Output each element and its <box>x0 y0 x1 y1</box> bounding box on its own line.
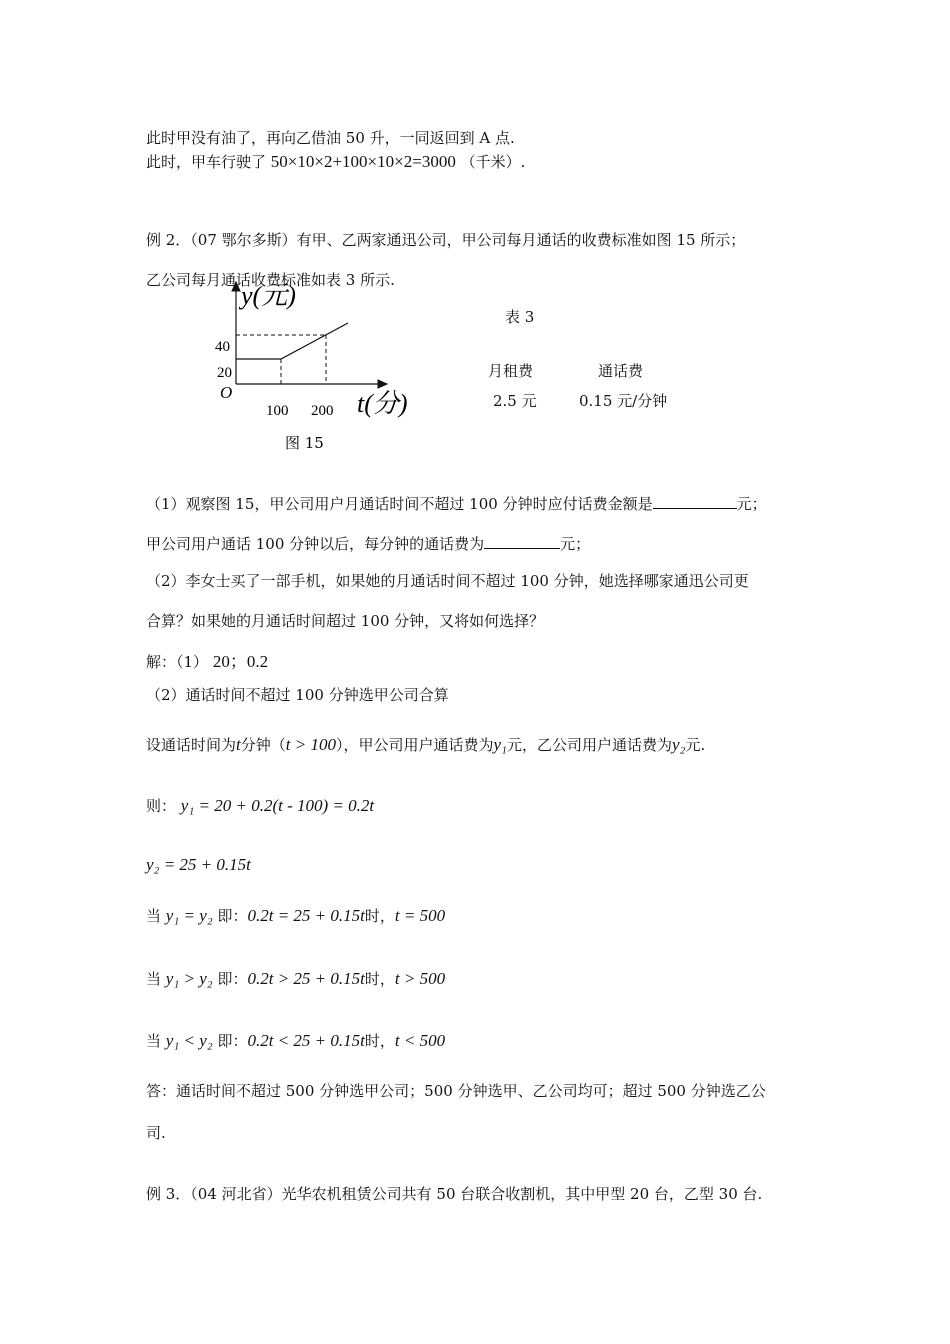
text-line <box>146 734 705 755</box>
figure-15-chart <box>205 272 425 462</box>
math-expression: t <box>236 735 241 754</box>
text-span: 元； <box>736 495 767 513</box>
solution-line <box>146 647 268 672</box>
text-line: 乙公司每月通话收费标准如表 3 所示. <box>146 271 395 289</box>
text-line <box>146 855 251 875</box>
x-tick-label: 100 <box>266 403 289 419</box>
text-span: 时， <box>364 907 395 925</box>
text-span: （千米）. <box>460 153 526 171</box>
text-span: 解：（1） <box>146 653 209 671</box>
example-2-heading: 例 2．（07 鄂尔多斯）有甲、乙两家通迅公司，甲公司每月通话的收费标准如图 15 所示； <box>146 231 746 249</box>
origin-label: O <box>220 383 233 402</box>
text-line <box>146 533 590 554</box>
text-line: 司. <box>146 1124 166 1142</box>
text-line <box>146 1030 445 1051</box>
x-axis-label: t(分) <box>357 389 408 418</box>
text-span: 即： <box>217 1032 248 1050</box>
y-tick-label: 40 <box>215 339 230 355</box>
math-expression: 0.2t > 25 + 0.15t <box>247 969 365 988</box>
table-cell: 0.15 元/分钟 <box>579 392 668 410</box>
answer-blank <box>484 534 560 549</box>
text-line: 此时甲没有油了，再向乙借油 50 升，一同返回到 A 点. <box>146 129 515 147</box>
text-line <box>146 968 445 989</box>
math-expression: 0.2t < 25 + 0.15t <box>247 1031 365 1050</box>
math-expression: y₁ = 20 + 0.2(t - 100) = 0.2t <box>180 796 375 815</box>
text-span: 当 <box>146 907 162 925</box>
text-span: 甲公司用户通话 100 分钟以后，每分钟的通话费为 <box>146 535 485 553</box>
text-span: （1）观察图 15，甲公司用户月通话时间不超过 100 分钟时应付话费金额是 <box>146 495 653 513</box>
text-span: 时， <box>364 970 395 988</box>
table-caption: 表 3 <box>505 308 535 326</box>
text-span: 元； <box>560 535 591 553</box>
question-2: （2）李女士买了一部手机，如果她的月通话时间不超过 100 分钟，她选择哪家通迅公司更 <box>146 572 749 590</box>
text-line: （2）通话时间不超过 100 分钟选甲公司合算 <box>146 686 449 704</box>
table-header: 通话费 <box>598 362 644 380</box>
x-tick-label: 200 <box>311 403 334 419</box>
math-expression: 0.2t = 25 + 0.15t <box>247 906 365 925</box>
text-line <box>146 905 445 926</box>
table-header: 月租费 <box>488 362 534 380</box>
text-span: 时， <box>364 1032 395 1050</box>
math-expression: t > 100 <box>285 735 336 754</box>
text-span: 当 <box>146 970 162 988</box>
text-span: 当 <box>146 1032 162 1050</box>
text-span: 分钟（ <box>240 736 286 754</box>
text-span: 即： <box>217 970 248 988</box>
math-expression: 50×10×2+100×10×2=3000 <box>270 152 456 171</box>
math-expression: t = 500 <box>394 906 446 925</box>
math-expression: y₁ > y₂ <box>165 969 213 988</box>
math-expression: y₁ < y₂ <box>165 1031 213 1050</box>
math-expression: y₁ = y₂ <box>165 906 213 925</box>
text-span: 元. <box>685 736 706 754</box>
text-span: ），甲公司用户通话费为 <box>335 736 494 754</box>
math-expression: t < 500 <box>394 1031 446 1050</box>
math-expression: 20；0.2 <box>212 652 269 671</box>
math-expression: y₂ <box>671 735 686 754</box>
text-line <box>146 795 374 816</box>
y-axis-label: y(元) <box>241 281 296 310</box>
text-span: 此时，甲车行驶了 <box>146 153 267 171</box>
y-tick-label: 20 <box>217 365 232 381</box>
text-span: 元，乙公司用户通话费为 <box>506 736 672 754</box>
text-line <box>146 151 525 172</box>
fee-line <box>236 323 348 359</box>
math-expression: t > 500 <box>394 969 446 988</box>
text-span: 则： <box>146 797 177 815</box>
table-cell: 2.5 元 <box>493 392 537 410</box>
text-span: 设通话时间为 <box>146 736 237 754</box>
answer-blank <box>653 494 737 509</box>
math-expression: y₂ = 25 + 0.15t <box>146 855 251 874</box>
question-1 <box>146 493 767 514</box>
text-span: 即： <box>217 907 248 925</box>
answer-line: 答：通话时间不超过 500 分钟选甲公司；500 分钟选甲、乙公司均可；超过 500 分钟选乙公 <box>146 1082 766 1100</box>
figure-caption: 图 15 <box>285 434 324 452</box>
text-line: 合算？如果她的月通话时间超过 100 分钟，又将如何选择？ <box>146 612 545 630</box>
example-3-heading: 例 3．（04 河北省）光华农机租赁公司共有 50 台联合收割机，其中甲型 20 台，乙型 30 台. <box>146 1185 763 1203</box>
math-expression: y₁ <box>493 735 507 754</box>
